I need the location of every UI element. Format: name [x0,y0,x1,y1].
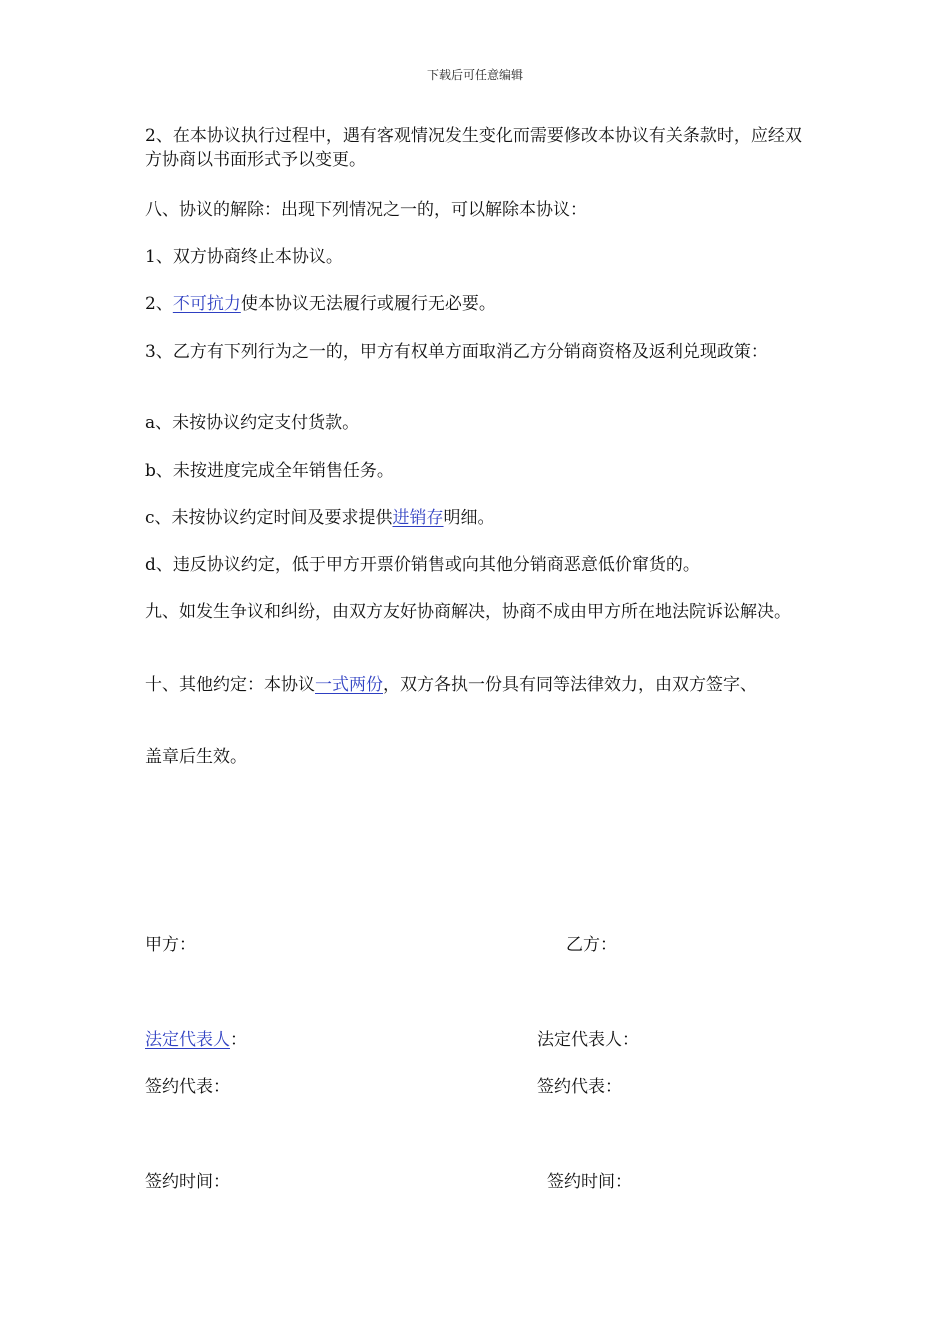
legal-rep-link[interactable]: 法定代表人 [145,1030,230,1050]
duplicate-copies-link[interactable]: 一式两份 [315,675,383,695]
clause-8-2-text: 使本协议无法履行或履行无必要。 [240,294,496,314]
party-a-label: 甲方： [145,935,196,955]
legal-rep-colon: ： [230,1030,247,1050]
party-b-signing-agent: 签约代表： [537,1077,622,1097]
clause-8-3-c-prefix: c、未按协议约定时间及要求提供 [145,508,393,528]
clause-8-3-b: b、未按进度完成全年销售任务。 [145,461,394,481]
party-a-signing-time: 签约时间： [145,1172,230,1192]
clause-8-2-prefix: 2、 [145,294,173,314]
clause-8-3-a: a、未按协议约定支付货款。 [145,413,360,433]
clause-10-continued: 盖章后生效。 [145,747,247,767]
clause-10 [145,673,810,697]
clause-8-2 [145,292,810,316]
clause-7-2: 2、在本协议执行过程中，遇有客观情况发生变化而需要修改本协议有关条款时，应经双方协商以书面形式予以变更。 [145,126,802,170]
clause-8-title: 八、协议的解除：出现下列情况之一的，可以解除本协议： [145,200,587,220]
clause-8-1: 1、双方协商终止本协议。 [145,247,343,267]
clause-10-text: ，双方各执一份具有同等法律效力，由双方签字、 [383,675,757,695]
party-b-signing-time: 签约时间： [547,1172,632,1192]
clause-10-prefix: 十、其他约定：本协议 [145,675,315,695]
clause-9: 九、如发生争议和纠纷，由双方友好协商解决，协商不成由甲方所在地法院诉讼解决。 [145,602,791,622]
page-header-note: 下载后可任意编辑 [426,68,523,82]
party-b-legal-rep: 法定代表人： [537,1030,639,1050]
clause-8-3-c [145,506,810,530]
party-a-legal-rep [145,1028,247,1052]
clause-8-3: 3、乙方有下列行为之一的，甲方有权单方面取消乙方分销商资格及返利兑现政策： [145,342,768,362]
party-a-signing-agent: 签约代表： [145,1077,230,1097]
clause-8-3-c-text: 明细。 [443,508,495,528]
inventory-link[interactable]: 进销存 [392,508,444,528]
party-b-label: 乙方： [566,935,617,955]
clause-8-3-d: d、违反协议约定，低于甲方开票价销售或向其他分销商恶意低价窜货的。 [145,555,700,575]
force-majeure-link[interactable]: 不可抗力 [172,294,241,314]
